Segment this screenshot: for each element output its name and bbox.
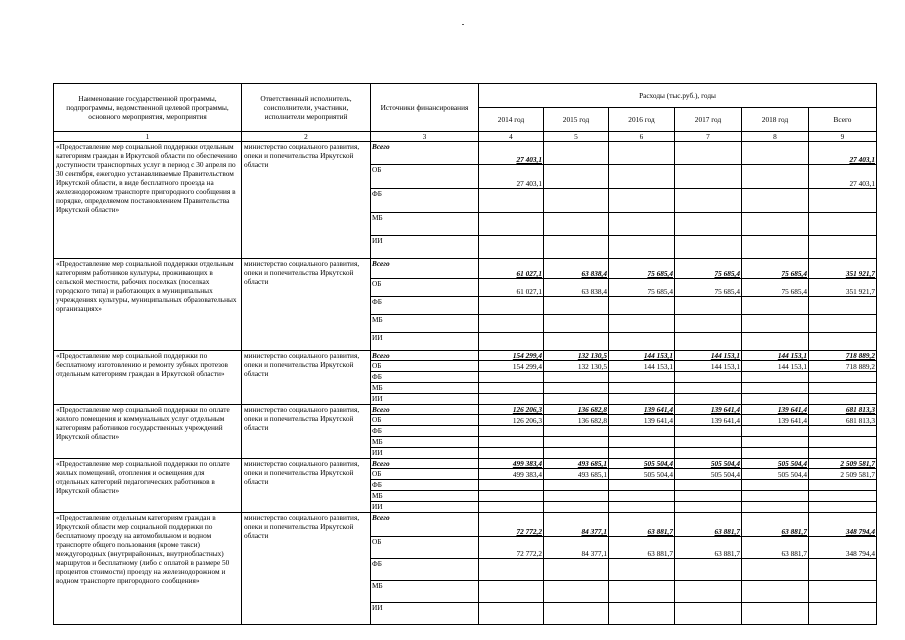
empty-value [742,297,809,315]
empty-value [809,480,877,491]
header-executor: Ответственный исполнитель, соисполнители, участники, исполнители мероприятий [242,84,371,132]
empty-value [479,559,544,581]
funding-source: ИИ [371,502,479,513]
empty-value [479,480,544,491]
empty-value [609,333,675,351]
total-value: 505 504,4 [742,459,809,469]
funding-source: Всего [371,459,479,469]
ob-value [609,165,675,189]
ob-value: 144 153,1 [742,361,809,372]
ob-value: 63 881,7 [742,537,809,559]
funding-source: ОБ [371,279,479,297]
table-row [54,459,877,469]
empty-value [675,333,742,351]
ob-value: 2 509 581,7 [809,469,877,480]
empty-value [609,383,675,394]
total-value: 136 682,8 [544,405,609,415]
funding-source: ИИ [371,603,479,625]
total-value: 154 299,4 [479,351,544,361]
empty-value [742,480,809,491]
total-value: 63 838,4 [544,259,609,279]
ob-value: 718 889,2 [809,361,877,372]
funding-source: Всего [371,142,479,165]
empty-value [544,372,609,383]
executor: министерство социального развития, опеки и попечительства Иркутской области [242,259,371,351]
empty-value [675,559,742,581]
empty-value [675,603,742,625]
table-row [54,259,877,279]
program-name: «Предоставление отдельным категориям граждан в Иркутской области мер социальной поддержки по бесплатному проезду на автомобильном и водном транспорте общего пользования (кроме такси) междугородных (внутрирайонных, внутриобластных) маршрутов и бесплатному (либо с оплатой в размере 50 процентов стоимости) проезду на железнодорожном и водном транспорте пригородного сообщения» [54,513,242,625]
table-row [54,351,877,361]
ob-value: 144 153,1 [675,361,742,372]
empty-value [544,502,609,513]
executor: министерство социального развития, опеки и попечительства Иркутской области [242,405,371,459]
empty-value [479,213,544,236]
column-number: 2 [242,132,371,142]
ob-value: 63 838,4 [544,279,609,297]
funding-source: ФБ [371,426,479,437]
total-value: 718 889,2 [809,351,877,361]
funding-source: ИИ [371,448,479,459]
funding-source: ОБ [371,469,479,480]
empty-value [675,437,742,448]
empty-value [809,437,877,448]
empty-value [544,315,609,333]
empty-value [809,394,877,405]
total-value: 139 641,4 [609,405,675,415]
empty-value [609,491,675,502]
empty-value [675,189,742,213]
ob-value: 75 685,4 [675,279,742,297]
funding-source: Всего [371,405,479,415]
empty-value [675,394,742,405]
empty-value [742,502,809,513]
empty-value [675,426,742,437]
total-value [742,142,809,165]
ob-value: 139 641,4 [609,415,675,426]
empty-value [675,213,742,236]
total-value: 132 130,5 [544,351,609,361]
empty-value [609,480,675,491]
empty-value [809,315,877,333]
program-name: «Предоставление мер социальной поддержки по оплате жилого помещения и коммунальных услуг отдельным категориям работников государственных учреждений Иркутской области» [54,405,242,459]
empty-value [609,448,675,459]
ob-value: 27 403,1 [809,165,877,189]
funding-source: ФБ [371,559,479,581]
empty-value [479,426,544,437]
empty-value [809,213,877,236]
ob-value: 61 027,1 [479,279,544,297]
empty-value [479,394,544,405]
empty-value [479,448,544,459]
funding-source: ОБ [371,165,479,189]
executor: министерство социального развития, опеки и попечительства Иркутской области [242,142,371,259]
funding-source: ИИ [371,394,479,405]
total-value: 126 206,3 [479,405,544,415]
empty-value [609,315,675,333]
empty-value [479,315,544,333]
empty-value [479,236,544,259]
empty-value [809,603,877,625]
empty-value [544,437,609,448]
funding-source: ФБ [371,480,479,491]
ob-value: 493 685,1 [544,469,609,480]
empty-value [742,372,809,383]
empty-value [742,491,809,502]
header-year: 2017 год [675,108,742,132]
empty-value [675,236,742,259]
funding-source: МБ [371,581,479,603]
empty-value [544,213,609,236]
empty-value [742,448,809,459]
total-value: 27 403,1 [809,142,877,165]
total-value: 84 377,1 [544,513,609,537]
total-value: 75 685,4 [609,259,675,279]
empty-value [479,491,544,502]
total-value: 499 383,4 [479,459,544,469]
expenses-table [53,83,877,625]
total-value: 75 685,4 [742,259,809,279]
total-value: 72 772,2 [479,513,544,537]
header-expenses: Расходы (тыс.руб.), годы [479,84,877,108]
ob-value: 505 504,4 [742,469,809,480]
program-name: «Предоставление мер социальной поддержки отдельным категориям граждан в Иркутской области по обеспечению доступности транспортных услуг в период с 30 апреля по 30 сентября, ежегодно устанавливаемые Правительством Иркутской области, в виде бесплатного проезда на железнодорожном транспорте пригородного сообщения в порядке, определяемом постановлением Правительства Иркутской области» [54,142,242,259]
header-total: Всего [809,108,877,132]
empty-value [809,559,877,581]
empty-value [609,437,675,448]
empty-value [742,426,809,437]
column-number: 3 [371,132,479,142]
empty-value [809,189,877,213]
total-value: 27 403,1 [479,142,544,165]
empty-value [544,189,609,213]
ob-value: 139 641,4 [742,415,809,426]
empty-value [544,581,609,603]
total-value: 348 794,4 [809,513,877,537]
empty-value [544,480,609,491]
total-value [544,142,609,165]
ob-value: 63 881,7 [609,537,675,559]
empty-value [809,448,877,459]
empty-value [609,189,675,213]
ob-value: 681 813,3 [809,415,877,426]
total-value: 505 504,4 [675,459,742,469]
header-year: 2016 год [609,108,675,132]
total-value: 144 153,1 [675,351,742,361]
table-row [54,513,877,537]
total-value: 63 881,7 [609,513,675,537]
empty-value [609,603,675,625]
empty-value [675,502,742,513]
table-row [54,405,877,415]
empty-value [544,426,609,437]
empty-value [544,603,609,625]
total-value: 144 153,1 [609,351,675,361]
empty-value [609,394,675,405]
total-value: 63 881,7 [675,513,742,537]
empty-value [675,372,742,383]
ob-value: 75 685,4 [609,279,675,297]
empty-value [742,559,809,581]
funding-source: МБ [371,213,479,236]
ob-value [675,165,742,189]
empty-value [544,394,609,405]
ob-value: 136 682,8 [544,415,609,426]
ob-value: 132 130,5 [544,361,609,372]
empty-value [544,559,609,581]
total-value [609,142,675,165]
empty-value [742,315,809,333]
empty-value [809,297,877,315]
total-value [675,142,742,165]
ob-value: 351 921,7 [809,279,877,297]
header-year: 2014 год [479,108,544,132]
empty-value [609,213,675,236]
ob-value: 84 377,1 [544,537,609,559]
ob-value: 63 881,7 [675,537,742,559]
program-name: «Предоставление мер социальной поддержки по оплате жилых помещений, отопления и освещения для отдельных категорий педагогических работников в Иркутской области» [54,459,242,513]
empty-value [675,581,742,603]
empty-value [675,480,742,491]
funding-source: Всего [371,513,479,537]
total-value: 2 509 581,7 [809,459,877,469]
funding-source: ОБ [371,537,479,559]
empty-value [809,372,877,383]
total-value: 493 685,1 [544,459,609,469]
column-number: 1 [54,132,242,142]
funding-source: МБ [371,437,479,448]
empty-value [479,189,544,213]
ob-value: 348 794,4 [809,537,877,559]
table-row [54,142,877,165]
empty-value [609,559,675,581]
funding-source: Всего [371,259,479,279]
empty-value [544,448,609,459]
empty-value [809,502,877,513]
ob-value: 72 772,2 [479,537,544,559]
funding-source: МБ [371,383,479,394]
total-value: 351 921,7 [809,259,877,279]
empty-value [609,581,675,603]
empty-value [742,189,809,213]
funding-source: МБ [371,491,479,502]
total-value: 144 153,1 [742,351,809,361]
empty-value [609,372,675,383]
ob-value [544,165,609,189]
total-value: 505 504,4 [609,459,675,469]
ob-value: 75 685,4 [742,279,809,297]
empty-value [544,297,609,315]
empty-value [809,581,877,603]
empty-value [479,372,544,383]
header-source: Источники финансирования [371,84,479,132]
empty-value [742,437,809,448]
funding-source: ОБ [371,415,479,426]
empty-value [809,236,877,259]
empty-value [479,383,544,394]
total-value: 63 881,7 [742,513,809,537]
ob-value: 505 504,4 [675,469,742,480]
empty-value [544,236,609,259]
empty-value [809,491,877,502]
empty-value [544,383,609,394]
funding-source: ИИ [371,333,479,351]
header-year: 2018 год [742,108,809,132]
empty-value [742,581,809,603]
empty-value [675,315,742,333]
column-number: 7 [675,132,742,142]
empty-value [609,502,675,513]
empty-value [609,236,675,259]
empty-value [479,603,544,625]
ob-value: 144 153,1 [609,361,675,372]
page-mark [462,24,464,25]
executor: министерство социального развития, опеки и попечительства Иркутской области [242,351,371,405]
header-program: Наименование государственной программы, подпрограммы, ведомственной целевой программы, основного мероприятия, мероприятия [54,84,242,132]
total-value: 139 641,4 [742,405,809,415]
total-value: 681 813,3 [809,405,877,415]
empty-value [479,297,544,315]
empty-value [675,297,742,315]
empty-value [742,383,809,394]
ob-value: 139 641,4 [675,415,742,426]
header-year: 2015 год [544,108,609,132]
column-number: 9 [809,132,877,142]
funding-source: МБ [371,315,479,333]
empty-value [479,502,544,513]
funding-source: ФБ [371,297,479,315]
total-value: 75 685,4 [675,259,742,279]
column-number: 4 [479,132,544,142]
empty-value [544,491,609,502]
total-value: 139 641,4 [675,405,742,415]
empty-value [675,491,742,502]
empty-value [809,426,877,437]
empty-value [544,333,609,351]
empty-value [609,426,675,437]
empty-value [479,581,544,603]
empty-value [742,213,809,236]
empty-value [609,297,675,315]
funding-source: ИИ [371,236,479,259]
executor: министерство социального развития, опеки и попечительства Иркутской области [242,513,371,625]
program-name: «Предоставление мер социальной поддержки отдельным категориям работников культуры, проживающих в сельской местности, рабочих поселках (поселках городского типа) и работающих в муниципальных учреждениях культуры, муниципальных образовательных организациях» [54,259,242,351]
empty-value [675,383,742,394]
funding-source: Всего [371,351,479,361]
funding-source: ФБ [371,372,479,383]
program-name: «Предоставление мер социальной поддержки по бесплатному изготовлению и ремонту зубных протезов отдельным категориям граждан в Иркутской области» [54,351,242,405]
empty-value [675,448,742,459]
column-number: 6 [609,132,675,142]
ob-value: 27 403,1 [479,165,544,189]
empty-value [742,603,809,625]
column-number: 5 [544,132,609,142]
empty-value [479,333,544,351]
ob-value: 154 299,4 [479,361,544,372]
ob-value: 499 383,4 [479,469,544,480]
funding-source: ОБ [371,361,479,372]
empty-value [742,394,809,405]
ob-value [742,165,809,189]
total-value: 61 027,1 [479,259,544,279]
empty-value [479,437,544,448]
empty-value [742,333,809,351]
ob-value: 126 206,3 [479,415,544,426]
ob-value: 505 504,4 [609,469,675,480]
empty-value [742,236,809,259]
empty-value [809,333,877,351]
empty-value [809,383,877,394]
funding-source: ФБ [371,189,479,213]
column-number: 8 [742,132,809,142]
executor: министерство социального развития, опеки и попечительства Иркутской области [242,459,371,513]
